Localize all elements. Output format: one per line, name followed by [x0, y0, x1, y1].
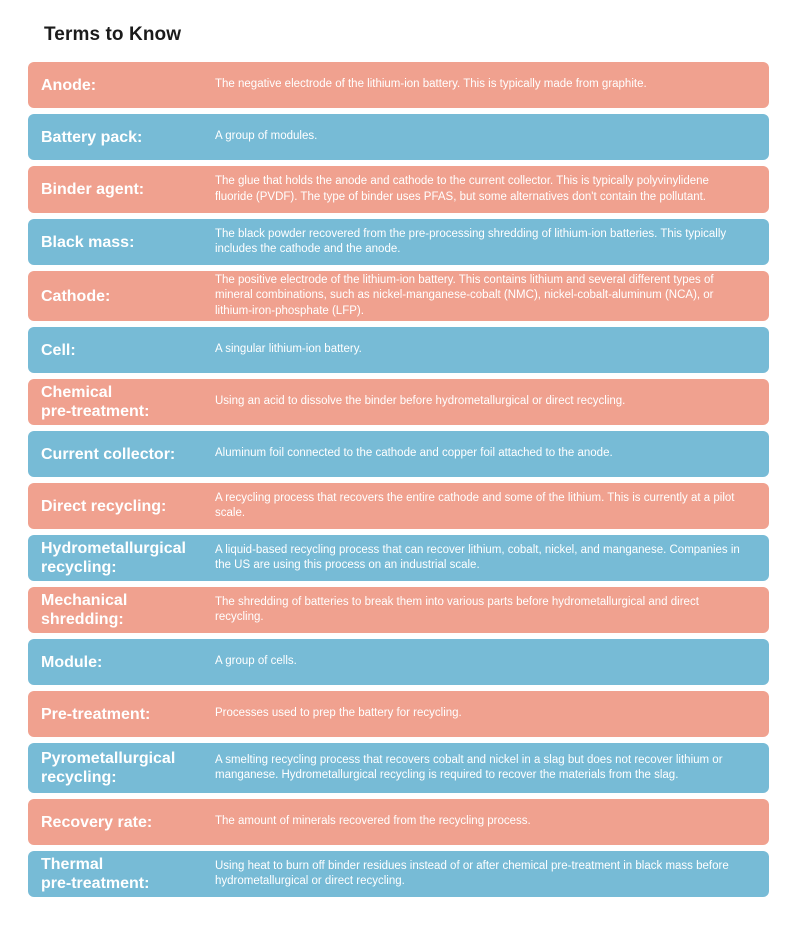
term-definition: Aluminum foil connected to the cathode and copper foil attached to the anode. — [215, 447, 613, 460]
term-label: Anode: — [41, 76, 97, 94]
term-definition: The amount of minerals recovered from the recycling process. — [215, 815, 531, 828]
term-definition: The shredding of batteries to break them into various parts before hydrometallurgical and direct recycling. — [215, 595, 699, 623]
term-label: Cathode: — [41, 287, 111, 305]
terms-list — [28, 62, 769, 903]
term-row-thermal-pre-treatment — [28, 851, 769, 897]
term-row-anode — [28, 62, 769, 108]
page-title: Terms to Know — [44, 24, 182, 45]
term-definition: A liquid-based recycling process that can recover lithium, cobalt, nickel, and manganese. Companies in the US are using this process on an industrial scale. — [215, 543, 740, 571]
term-definition: The glue that holds the anode and cathode to the current collector. This is typically polyvinylidene fluoride (PVDF). The type of binder uses PFAS, but some alternatives don't contain the pollutant. — [215, 175, 709, 203]
term-definition: A recycling process that recovers the entire cathode and some of the lithium. This is currently at a pilot scale. — [215, 491, 735, 519]
term-label: Hydrometallurgical recycling: — [41, 540, 186, 576]
term-row-chemical-pre-treatment — [28, 379, 769, 425]
term-definition: The positive electrode of the lithium-ion battery. This contains lithium and several different types of mineral combinations, such as nickel-manganese-cobalt (NMC), nickel-cobalt-aluminum (NCA), or lithium-iron-phosphate (LFP). — [215, 273, 714, 317]
term-row-battery-pack — [28, 114, 769, 160]
term-row-binder-agent — [28, 166, 769, 213]
term-row-cell — [28, 327, 769, 373]
term-definition: The black powder recovered from the pre-processing shredding of lithium-ion batteries. This typically includes the cathode and the anode. — [215, 227, 727, 255]
term-label: Recovery rate: — [41, 813, 153, 831]
term-definition: Using heat to burn off binder residues instead of or after chemical pre-treatment in black mass before hydrometallurgical or direct recycling. — [215, 859, 729, 887]
term-label: Pre-treatment: — [41, 705, 151, 723]
term-definition: A group of cells. — [215, 655, 297, 668]
term-row-mechanical-shredding — [28, 587, 769, 633]
term-label: Thermal pre-treatment: — [41, 856, 150, 892]
term-definition: Processes used to prep the battery for recycling. — [215, 707, 462, 720]
term-label: Black mass: — [41, 233, 135, 251]
term-row-cathode — [28, 271, 769, 321]
term-row-module — [28, 639, 769, 685]
term-definition: Using an acid to dissolve the binder before hydrometallurgical or direct recycling. — [215, 395, 626, 408]
term-label: Mechanical shredding: — [41, 592, 128, 628]
term-row-recovery-rate — [28, 799, 769, 845]
term-definition: A group of modules. — [215, 130, 318, 143]
term-row-hydrometallurgical-recycling — [28, 535, 769, 581]
term-definition: The negative electrode of the lithium-ion battery. This is typically made from graphite. — [215, 78, 647, 91]
term-label: Cell: — [41, 341, 76, 359]
term-row-direct-recycling — [28, 483, 769, 529]
term-label: Binder agent: — [41, 181, 145, 198]
term-row-current-collector — [28, 431, 769, 477]
term-row-pyrometallurgical-recycling — [28, 743, 769, 793]
term-label: Chemical pre-treatment: — [41, 384, 150, 420]
term-label: Pyrometallurgical recycling: — [41, 750, 176, 786]
term-row-black-mass — [28, 219, 769, 265]
term-definition: A smelting recycling process that recovers cobalt and nickel in a slag but does not recover lithium or manganese. Hydrometallurgical recycling is required to recover the materials from the slag. — [215, 753, 723, 781]
term-label: Current collector: — [41, 445, 176, 463]
term-label: Direct recycling: — [41, 497, 167, 515]
term-definition: A singular lithium-ion battery. — [215, 343, 362, 356]
term-label: Module: — [41, 653, 103, 671]
term-row-pre-treatment — [28, 691, 769, 737]
term-label: Battery pack: — [41, 128, 143, 146]
